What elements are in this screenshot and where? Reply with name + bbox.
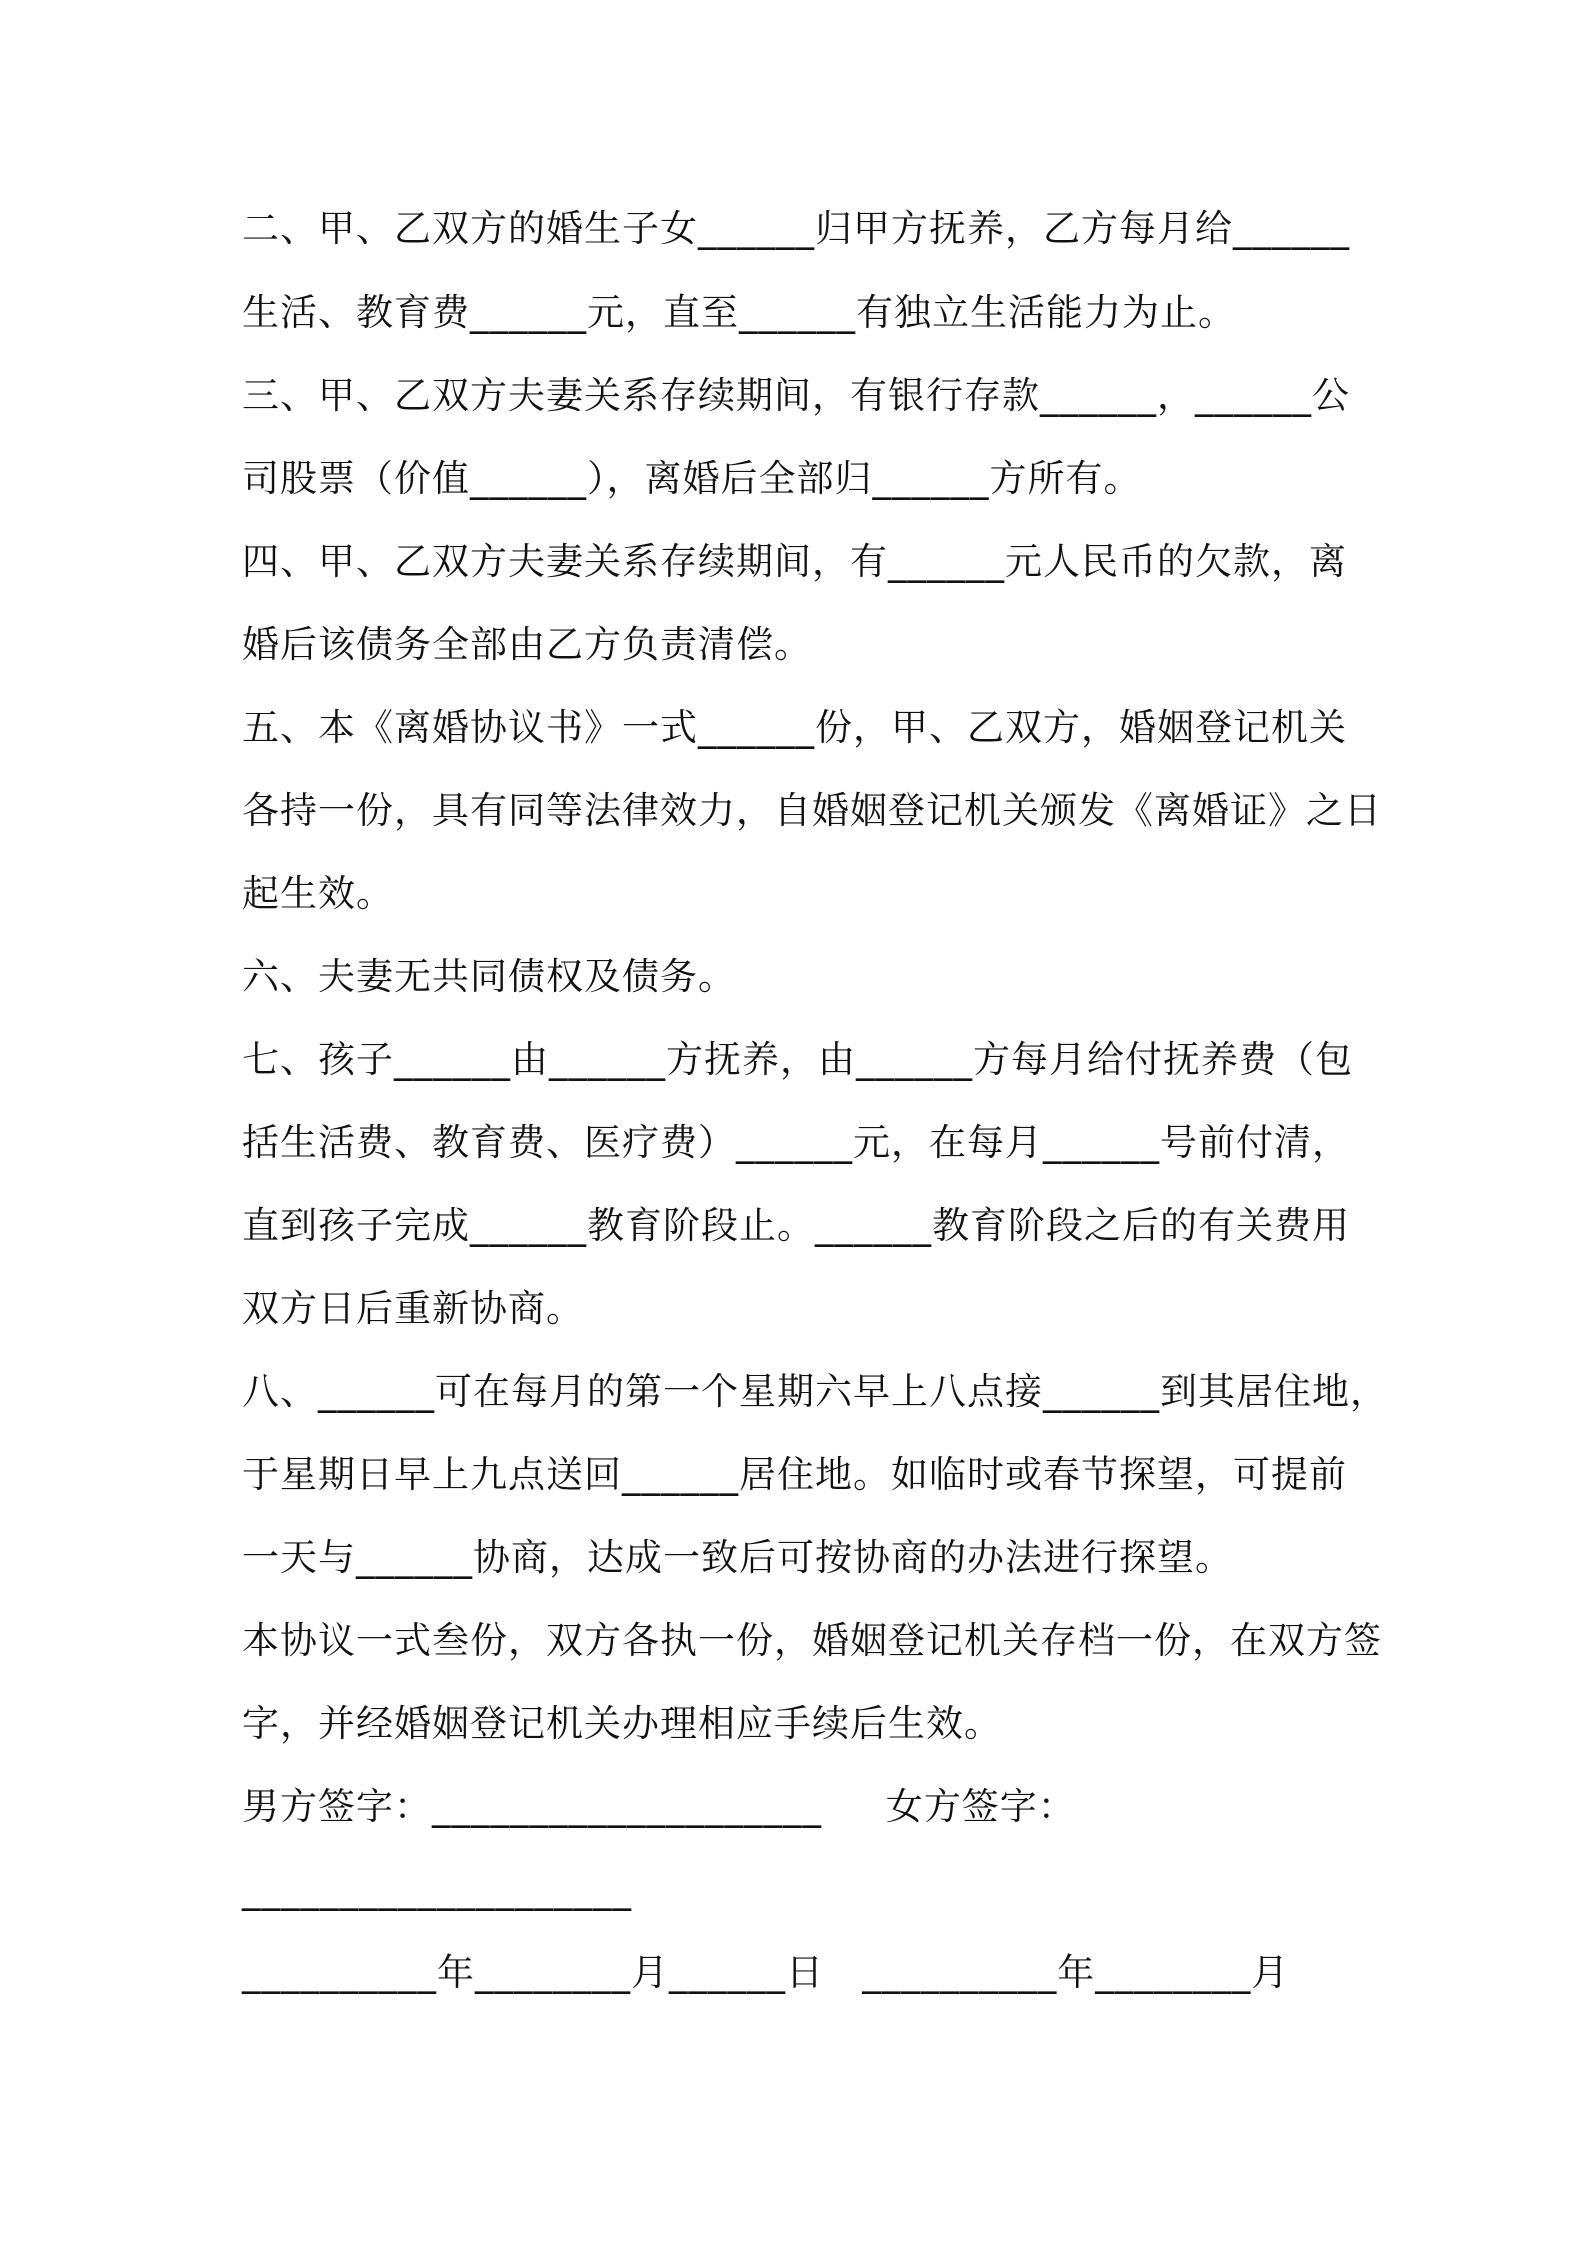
clause-6-line-1: 六、夫妻无共同债权及债务。 bbox=[242, 955, 736, 998]
clause-7-line-2: 括生活费、教育费、医疗费）______元，在每月______号前付清， bbox=[242, 1121, 1350, 1164]
closing-line-1: 本协议一式叁份，双方各执一份，婚姻登记机关存档一份，在双方签 bbox=[242, 1619, 1382, 1662]
clause-2-line-2: 生活、教育费______元，直至______有独立生活能力为止。 bbox=[242, 291, 1236, 334]
clause-3-line-1: 三、甲、乙双方夫妻关系存续期间，有银行存款______，______公 bbox=[242, 374, 1350, 417]
closing-line-2: 字，并经婚姻登记机关办理相应手续后生效。 bbox=[242, 1702, 1002, 1745]
clause-8-line-3: 一天与______协商，达成一致后可按协商的办法进行探望。 bbox=[242, 1536, 1233, 1579]
clause-5-line-1: 五、本《离婚协议书》一式______份，甲、乙双方，婚姻登记机关 bbox=[242, 706, 1347, 749]
clause-4-line-1: 四、甲、乙双方夫妻关系存续期间，有______元人民币的欠款，离 bbox=[242, 540, 1347, 583]
clause-5-line-2: 各持一份，具有同等法律效力，自婚姻登记机关颁发《离婚证》之日 bbox=[242, 789, 1382, 832]
clause-7-line-3: 直到孩子完成______教育阶段止。______教育阶段之后的有关费用 bbox=[242, 1204, 1350, 1247]
clause-5-line-3: 起生效。 bbox=[242, 872, 394, 915]
signature-line: 男方签字：____________________ 女方签字： bbox=[242, 1785, 1076, 1828]
clause-2-line-1: 二、甲、乙双方的婚生子女______归甲方抚养，乙方每月给______ bbox=[242, 207, 1350, 250]
clause-7-line-4: 双方日后重新协商。 bbox=[242, 1287, 584, 1330]
clause-3-line-2: 司股票（价值______），离婚后全部归______方所有。 bbox=[242, 457, 1142, 500]
clause-8-line-2: 于星期日早上九点送回______居住地。如临时或春节探望，可提前 bbox=[242, 1453, 1347, 1496]
clause-8-line-1: 八、______可在每月的第一个星期六早上八点接______到其居住地， bbox=[242, 1370, 1388, 1413]
female-signature-blank: ____________________ bbox=[242, 1868, 632, 1911]
date-line: __________年________月______日 __________年________月 bbox=[242, 1951, 1290, 1994]
clause-4-line-2: 婚后该债务全部由乙方负责清偿。 bbox=[242, 623, 812, 666]
clause-7-line-1: 七、孩子______由______方抚养，由______方每月给付抚养费（包 bbox=[242, 1038, 1353, 1081]
